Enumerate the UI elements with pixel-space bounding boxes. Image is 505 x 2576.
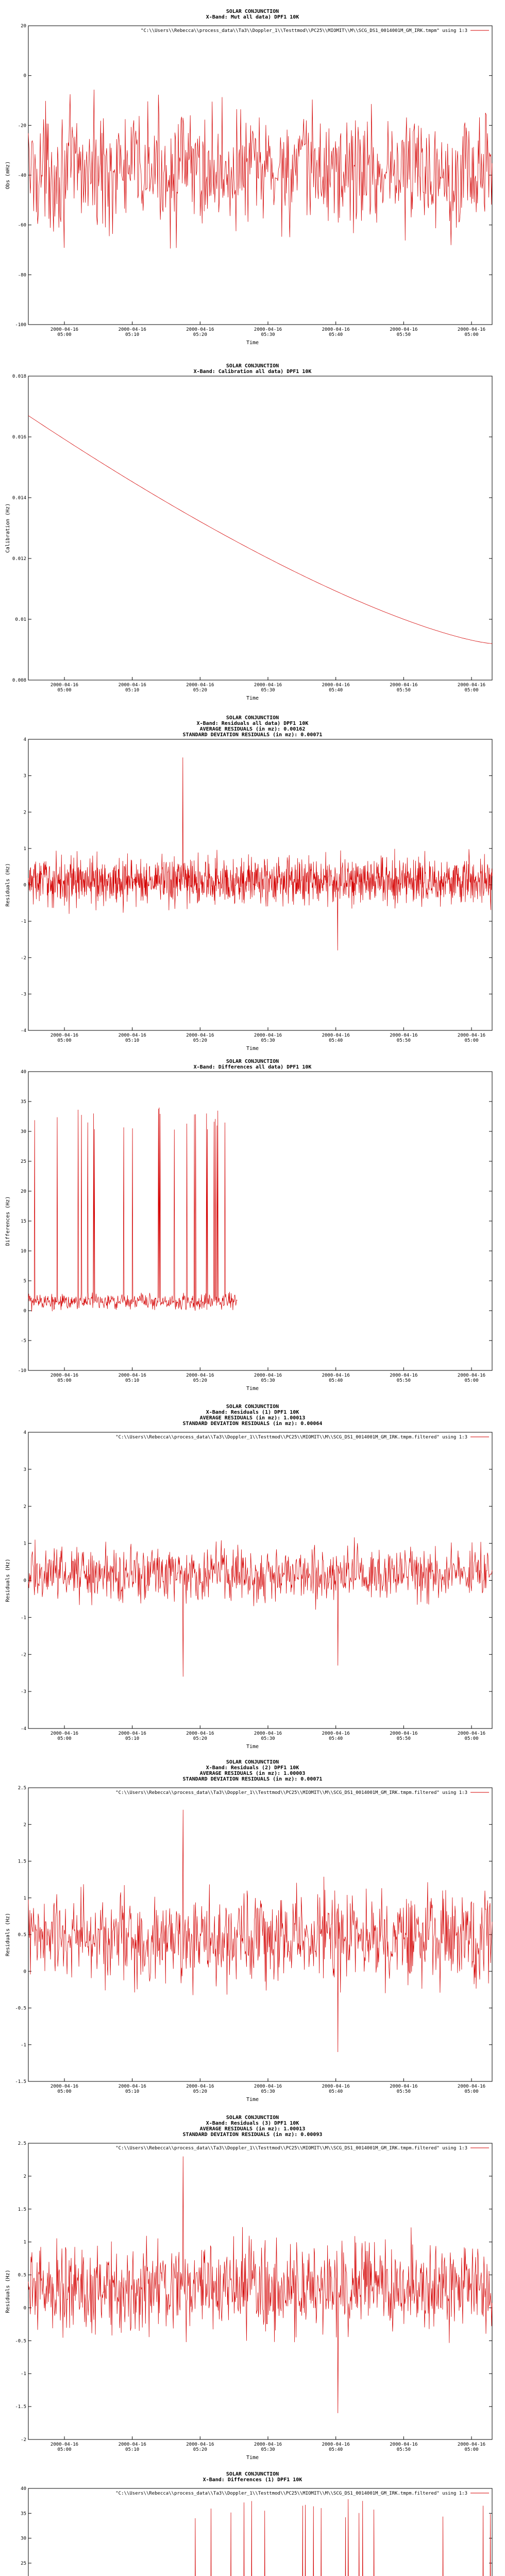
x-tick-label: 2000-04-16 bbox=[186, 2084, 214, 2089]
y-tick-label: 3 bbox=[23, 773, 26, 779]
y-tick-label: 10 bbox=[21, 1249, 26, 1254]
y-axis-label: Residuals (Hz) bbox=[5, 2269, 11, 2313]
y-tick-label: 2.5 bbox=[18, 1786, 26, 1791]
chart-title-line: X-Band: Calibration all data) DPF1 10K bbox=[193, 369, 312, 375]
y-tick-label: 4 bbox=[23, 1430, 26, 1435]
y-axis-label: Calibration (Hz) bbox=[5, 503, 11, 553]
x-tick-label: 2000-04-16 bbox=[186, 2442, 214, 2447]
x-tick-label: 05:10 bbox=[125, 332, 140, 337]
chart-title-line: X-Band: Mut all data) DPF1 10K bbox=[206, 14, 299, 20]
x-tick-label: 2000-04-16 bbox=[322, 1731, 350, 1736]
legend-label: "C:\\Users\\Rebecca\\process_data\\Ta3\\Doppler_1\\Testtmod\\PC25\\MIOMIT\\M\\SCG_DS1_0014001M_GM_IRK.tmpm.filtered" using 1:3 bbox=[115, 1790, 467, 1795]
y-tick-label: 1.5 bbox=[18, 2207, 26, 2212]
y-tick-label: 40 bbox=[21, 2486, 26, 2492]
y-tick-label: 0.5 bbox=[18, 2273, 26, 2278]
chart-title-line: STANDARD DEVIATION RESIDUALS (in mz): 0.00064 bbox=[182, 1421, 323, 1427]
x-tick-label: 2000-04-16 bbox=[118, 2442, 146, 2447]
y-tick-label: -5 bbox=[21, 1338, 26, 1344]
y-tick-label: 2 bbox=[23, 2174, 26, 2179]
x-tick-label: 05:00 bbox=[57, 1378, 72, 1383]
x-tick-label: 05:50 bbox=[396, 1038, 411, 1043]
x-tick-label: 05:50 bbox=[396, 1378, 411, 1383]
x-tick-label: 05:20 bbox=[193, 1038, 207, 1043]
x-tick-label: 05:50 bbox=[396, 688, 411, 693]
chart-title-line: SOLAR CONJUNCTION bbox=[226, 363, 279, 369]
y-tick-label: -1 bbox=[21, 1615, 26, 1621]
x-axis-label: Time bbox=[246, 2455, 259, 2461]
chart-title-line: AVERAGE RESIDUALS (in mz): 1.00003 bbox=[199, 1771, 306, 1776]
y-tick-label: 0 bbox=[23, 2306, 26, 2311]
x-axis-label: Time bbox=[246, 696, 259, 701]
x-tick-label: 05:30 bbox=[261, 1378, 275, 1383]
x-tick-label: 2000-04-16 bbox=[457, 2442, 486, 2447]
x-tick-label: 2000-04-16 bbox=[186, 1731, 214, 1736]
chart-panel-p2 bbox=[5, 363, 492, 701]
y-tick-label: 40 bbox=[21, 1070, 26, 1075]
x-tick-label: 2000-04-16 bbox=[322, 1033, 350, 1038]
series-line bbox=[28, 416, 492, 643]
x-tick-label: 2000-04-16 bbox=[186, 683, 214, 688]
x-tick-label: 05:40 bbox=[329, 332, 343, 337]
chart-title-line: STANDARD DEVIATION RESIDUALS (in mz): 0.00071 bbox=[182, 1776, 323, 1782]
x-tick-label: 05:10 bbox=[125, 1038, 140, 1043]
y-tick-label: -10 bbox=[18, 1368, 26, 1374]
chart-title-line: X-Band: Residuals all data) DPF1 10K bbox=[196, 721, 309, 726]
x-tick-label: 05:00 bbox=[464, 688, 479, 693]
x-tick-label: 05:10 bbox=[125, 1736, 140, 1741]
x-tick-label: 05:10 bbox=[125, 2447, 140, 2452]
x-tick-label: 2000-04-16 bbox=[457, 683, 486, 688]
x-tick-label: 2000-04-16 bbox=[254, 683, 282, 688]
x-tick-label: 2000-04-16 bbox=[390, 683, 418, 688]
y-tick-label: 0.01 bbox=[15, 617, 26, 622]
y-tick-label: 0 bbox=[23, 73, 26, 79]
y-tick-label: 1 bbox=[23, 2240, 26, 2245]
y-tick-label: 0.012 bbox=[12, 556, 26, 562]
y-tick-label: 1 bbox=[23, 846, 26, 852]
x-tick-label: 05:30 bbox=[261, 2447, 275, 2452]
y-axis-label: Obs (mHz) bbox=[5, 161, 11, 190]
y-tick-label: 0 bbox=[23, 1578, 26, 1584]
legend-label: "C:\\Users\\Rebecca\\process_data\\Ta3\\Doppler_1\\Testtmod\\PC25\\MIOMIT\\M\\SCG_DS1_0014001M_GM_IRK.tmpm.filtered" using 1:3 bbox=[115, 2491, 467, 2496]
x-tick-label: 05:40 bbox=[329, 1378, 343, 1383]
chart-title-line: SOLAR CONJUNCTION bbox=[226, 1404, 279, 1410]
y-tick-label: -0.5 bbox=[15, 2006, 26, 2011]
x-tick-label: 2000-04-16 bbox=[118, 327, 146, 332]
y-tick-label: 0.008 bbox=[12, 678, 26, 683]
x-tick-label: 05:40 bbox=[329, 1736, 343, 1741]
x-tick-label: 2000-04-16 bbox=[118, 1731, 146, 1736]
y-tick-label: 2 bbox=[23, 1504, 26, 1510]
series-line bbox=[28, 90, 492, 248]
x-tick-label: 05:40 bbox=[329, 1038, 343, 1043]
y-tick-label: 0.016 bbox=[12, 435, 26, 440]
chart-title-line: AVERAGE RESIDUALS (in mz): 0.00162 bbox=[199, 726, 306, 732]
x-tick-label: 05:00 bbox=[464, 1378, 479, 1383]
x-tick-label: 05:30 bbox=[261, 332, 275, 337]
x-tick-label: 2000-04-16 bbox=[457, 1033, 486, 1038]
x-tick-label: 05:20 bbox=[193, 332, 207, 337]
y-tick-label: -1 bbox=[21, 919, 26, 925]
y-axis-label: Residuals (Hz) bbox=[5, 1912, 11, 1957]
x-tick-label: 2000-04-16 bbox=[118, 683, 146, 688]
x-tick-label: 2000-04-16 bbox=[186, 327, 214, 332]
x-tick-label: 2000-04-16 bbox=[254, 1731, 282, 1736]
x-axis-label: Time bbox=[246, 340, 259, 346]
x-tick-label: 2000-04-16 bbox=[118, 2084, 146, 2089]
x-tick-label: 05:20 bbox=[193, 2089, 207, 2094]
y-tick-label: -4 bbox=[21, 1028, 26, 1033]
series-line bbox=[28, 1537, 492, 1676]
x-tick-label: 05:00 bbox=[57, 1736, 72, 1741]
x-tick-label: 05:30 bbox=[261, 2089, 275, 2094]
x-tick-label: 2000-04-16 bbox=[390, 2084, 418, 2089]
x-tick-label: 05:00 bbox=[464, 1736, 479, 1741]
y-tick-label: 2 bbox=[23, 810, 26, 816]
y-tick-label: -60 bbox=[18, 223, 26, 228]
x-tick-label: 05:10 bbox=[125, 688, 140, 693]
chart-title-line: SOLAR CONJUNCTION bbox=[226, 715, 279, 721]
x-tick-label: 05:20 bbox=[193, 1736, 207, 1741]
chart-title-line: X-Band: Differences all data) DPF1 10K bbox=[193, 1064, 312, 1070]
y-tick-label: -1.5 bbox=[15, 2404, 26, 2410]
x-tick-label: 05:10 bbox=[125, 1378, 140, 1383]
x-tick-label: 05:40 bbox=[329, 688, 343, 693]
x-tick-label: 05:00 bbox=[57, 1038, 72, 1043]
y-tick-label: 1 bbox=[23, 1895, 26, 1901]
chart-panel-p7 bbox=[5, 2115, 492, 2461]
series-line bbox=[28, 1108, 237, 1312]
y-tick-label: 3 bbox=[23, 1467, 26, 1472]
chart-title-line: SOLAR CONJUNCTION bbox=[226, 1059, 279, 1064]
chart-title-line: X-Band: Residuals (1) DPF1 10K bbox=[206, 1410, 299, 1415]
y-tick-label: 35 bbox=[21, 2511, 26, 2517]
x-tick-label: 2000-04-16 bbox=[457, 1373, 486, 1378]
y-tick-label: -80 bbox=[18, 273, 26, 278]
y-tick-label: -20 bbox=[18, 123, 26, 129]
x-tick-label: 2000-04-16 bbox=[50, 1373, 79, 1378]
x-tick-label: 2000-04-16 bbox=[50, 683, 79, 688]
chart-title-line: SOLAR CONJUNCTION bbox=[226, 2471, 279, 2477]
y-tick-label: -100 bbox=[15, 323, 26, 328]
series-line bbox=[28, 757, 492, 950]
y-tick-label: 0.018 bbox=[12, 374, 26, 379]
y-tick-label: 5 bbox=[23, 1279, 26, 1284]
x-tick-label: 05:00 bbox=[57, 2089, 72, 2094]
x-tick-label: 05:00 bbox=[57, 332, 72, 337]
y-tick-label: 0 bbox=[23, 883, 26, 888]
x-tick-label: 2000-04-16 bbox=[322, 683, 350, 688]
x-tick-label: 2000-04-16 bbox=[322, 2084, 350, 2089]
x-tick-label: 2000-04-16 bbox=[390, 327, 418, 332]
x-tick-label: 2000-04-16 bbox=[254, 2084, 282, 2089]
x-tick-label: 05:00 bbox=[464, 2447, 479, 2452]
y-tick-label: -1 bbox=[21, 2371, 26, 2377]
chart-title-line: AVERAGE RESIDUALS (in mz): 1.00013 bbox=[199, 1415, 306, 1421]
x-tick-label: 05:30 bbox=[261, 688, 275, 693]
y-tick-label: 15 bbox=[21, 1219, 26, 1224]
legend-label: "C:\\Users\\Rebecca\\process_data\\Ta3\\Doppler_1\\Testtmod\\PC25\\MIOMIT\\M\\SCG_DS1_0014001M_GM_IRK.tmpm.filtered" using 1:3 bbox=[115, 2146, 467, 2151]
y-tick-label: 0 bbox=[23, 1309, 26, 1314]
y-tick-label: -4 bbox=[21, 1726, 26, 1732]
x-axis-label: Time bbox=[246, 2097, 259, 2103]
y-axis-label: Residuals (Hz) bbox=[5, 863, 11, 907]
legend-label: "C:\\Users\\Rebecca\\process_data\\Ta3\\Doppler_1\\Testtmod\\PC25\\MIOMIT\\M\\SCG_DS1_0014001M_GM_IRK.tmpm.filtered" using 1:3 bbox=[115, 1435, 467, 1440]
series-line bbox=[28, 1810, 492, 2052]
y-tick-label: 30 bbox=[21, 1129, 26, 1134]
chart-title-line: STANDARD DEVIATION RESIDUALS (in mz): 0.00093 bbox=[182, 2132, 323, 2138]
plot-frame bbox=[28, 376, 492, 680]
x-tick-label: 05:00 bbox=[464, 1038, 479, 1043]
chart-title-line: AVERAGE RESIDUALS (in mz): 1.00013 bbox=[199, 2126, 306, 2132]
x-tick-label: 05:00 bbox=[57, 2447, 72, 2452]
chart-title-line: SOLAR CONJUNCTION bbox=[226, 1759, 279, 1765]
x-tick-label: 2000-04-16 bbox=[322, 327, 350, 332]
y-tick-label: 20 bbox=[21, 1189, 26, 1194]
y-axis-label: Residuals (Hz) bbox=[5, 1558, 11, 1602]
y-tick-label: 2 bbox=[23, 1822, 26, 1828]
x-tick-label: 2000-04-16 bbox=[457, 1731, 486, 1736]
x-tick-label: 05:20 bbox=[193, 688, 207, 693]
x-tick-label: 2000-04-16 bbox=[390, 2442, 418, 2447]
y-tick-label: 1 bbox=[23, 1541, 26, 1547]
x-tick-label: 05:50 bbox=[396, 2089, 411, 2094]
x-tick-label: 05:40 bbox=[329, 2089, 343, 2094]
y-tick-label: -0.5 bbox=[15, 2338, 26, 2344]
x-tick-label: 05:10 bbox=[125, 2089, 140, 2094]
x-tick-label: 2000-04-16 bbox=[322, 1373, 350, 1378]
x-tick-label: 2000-04-16 bbox=[118, 1373, 146, 1378]
x-tick-label: 2000-04-16 bbox=[186, 1373, 214, 1378]
x-tick-label: 2000-04-16 bbox=[390, 1373, 418, 1378]
x-tick-label: 2000-04-16 bbox=[50, 2442, 79, 2447]
x-tick-label: 05:40 bbox=[329, 2447, 343, 2452]
chart-panel-p3 bbox=[5, 715, 492, 1052]
x-tick-label: 2000-04-16 bbox=[50, 327, 79, 332]
chart-panel-p8 bbox=[5, 2471, 492, 2576]
y-tick-label: -3 bbox=[21, 992, 26, 997]
y-tick-label: -1 bbox=[21, 2042, 26, 2048]
chart-title-line: X-Band: Residuals (2) DPF1 10K bbox=[206, 1765, 299, 1771]
legend-label: "C:\\Users\\Rebecca\\process_data\\Ta3\\Doppler_1\\Testtmod\\PC25\\MIOMIT\\M\\SCG_DS1_0014001M_GM_IRK.tmpm" using 1:3 bbox=[141, 28, 467, 33]
x-tick-label: 05:30 bbox=[261, 1736, 275, 1741]
x-axis-label: Time bbox=[246, 1744, 259, 1750]
chart-panel-p6 bbox=[5, 1759, 492, 2103]
x-tick-label: 05:50 bbox=[396, 1736, 411, 1741]
x-tick-label: 2000-04-16 bbox=[50, 2084, 79, 2089]
x-axis-label: Time bbox=[246, 1386, 259, 1392]
y-axis-label: Differences (Hz) bbox=[5, 1196, 11, 1246]
y-tick-label: 4 bbox=[23, 737, 26, 742]
y-tick-label: -3 bbox=[21, 1689, 26, 1695]
y-tick-label: -40 bbox=[18, 173, 26, 178]
x-tick-label: 2000-04-16 bbox=[186, 1033, 214, 1038]
x-tick-label: 2000-04-16 bbox=[50, 1731, 79, 1736]
x-tick-label: 2000-04-16 bbox=[118, 1033, 146, 1038]
x-tick-label: 05:30 bbox=[261, 1038, 275, 1043]
series-line bbox=[28, 2157, 492, 2413]
x-tick-label: 2000-04-16 bbox=[254, 1373, 282, 1378]
plot-frame bbox=[28, 2488, 492, 2576]
x-tick-label: 2000-04-16 bbox=[254, 1033, 282, 1038]
x-tick-label: 05:50 bbox=[396, 332, 411, 337]
x-tick-label: 2000-04-16 bbox=[322, 2442, 350, 2447]
x-tick-label: 2000-04-16 bbox=[457, 2084, 486, 2089]
y-tick-label: 0.014 bbox=[12, 496, 26, 501]
y-tick-label: 1.5 bbox=[18, 1859, 26, 1865]
chart-panel-p4 bbox=[5, 1059, 492, 1392]
y-tick-label: 35 bbox=[21, 1099, 26, 1105]
chart-title-line: STANDARD DEVIATION RESIDUALS (in mz): 0.00071 bbox=[182, 732, 323, 738]
x-tick-label: 2000-04-16 bbox=[390, 1033, 418, 1038]
x-tick-label: 05:20 bbox=[193, 2447, 207, 2452]
y-tick-label: -1.5 bbox=[15, 2079, 26, 2084]
x-tick-label: 05:00 bbox=[464, 332, 479, 337]
chart-title-line: X-Band: Differences (1) DPF1 10K bbox=[203, 2477, 302, 2483]
y-tick-label: -2 bbox=[21, 1652, 26, 1658]
chart-title-line: SOLAR CONJUNCTION bbox=[226, 2115, 279, 2121]
x-tick-label: 2000-04-16 bbox=[50, 1033, 79, 1038]
y-tick-label: 0 bbox=[23, 1969, 26, 1975]
plot-frame bbox=[28, 1072, 492, 1370]
x-tick-label: 05:20 bbox=[193, 1378, 207, 1383]
y-tick-label: 25 bbox=[21, 1159, 26, 1164]
x-axis-label: Time bbox=[246, 1046, 259, 1052]
x-tick-label: 05:00 bbox=[464, 2089, 479, 2094]
series-line bbox=[177, 2499, 492, 2576]
x-tick-label: 2000-04-16 bbox=[254, 2442, 282, 2447]
y-tick-label: 0.5 bbox=[18, 1933, 26, 1938]
chart-panel-p1 bbox=[5, 9, 492, 346]
x-tick-label: 05:00 bbox=[57, 688, 72, 693]
x-tick-label: 2000-04-16 bbox=[457, 327, 486, 332]
x-tick-label: 2000-04-16 bbox=[390, 1731, 418, 1736]
y-tick-label: 30 bbox=[21, 2536, 26, 2541]
chart-title-line: X-Band: Residuals (3) DPF1 10K bbox=[206, 2121, 299, 2126]
x-tick-label: 05:50 bbox=[396, 2447, 411, 2452]
y-tick-label: -2 bbox=[21, 2437, 26, 2443]
y-tick-label: 20 bbox=[21, 24, 26, 29]
y-tick-label: 25 bbox=[21, 2561, 26, 2566]
chart-title-line: SOLAR CONJUNCTION bbox=[226, 9, 279, 14]
x-tick-label: 2000-04-16 bbox=[254, 327, 282, 332]
y-tick-label: 2.5 bbox=[18, 2141, 26, 2146]
y-tick-label: -2 bbox=[21, 955, 26, 961]
chart-panel-p5 bbox=[5, 1404, 492, 1750]
